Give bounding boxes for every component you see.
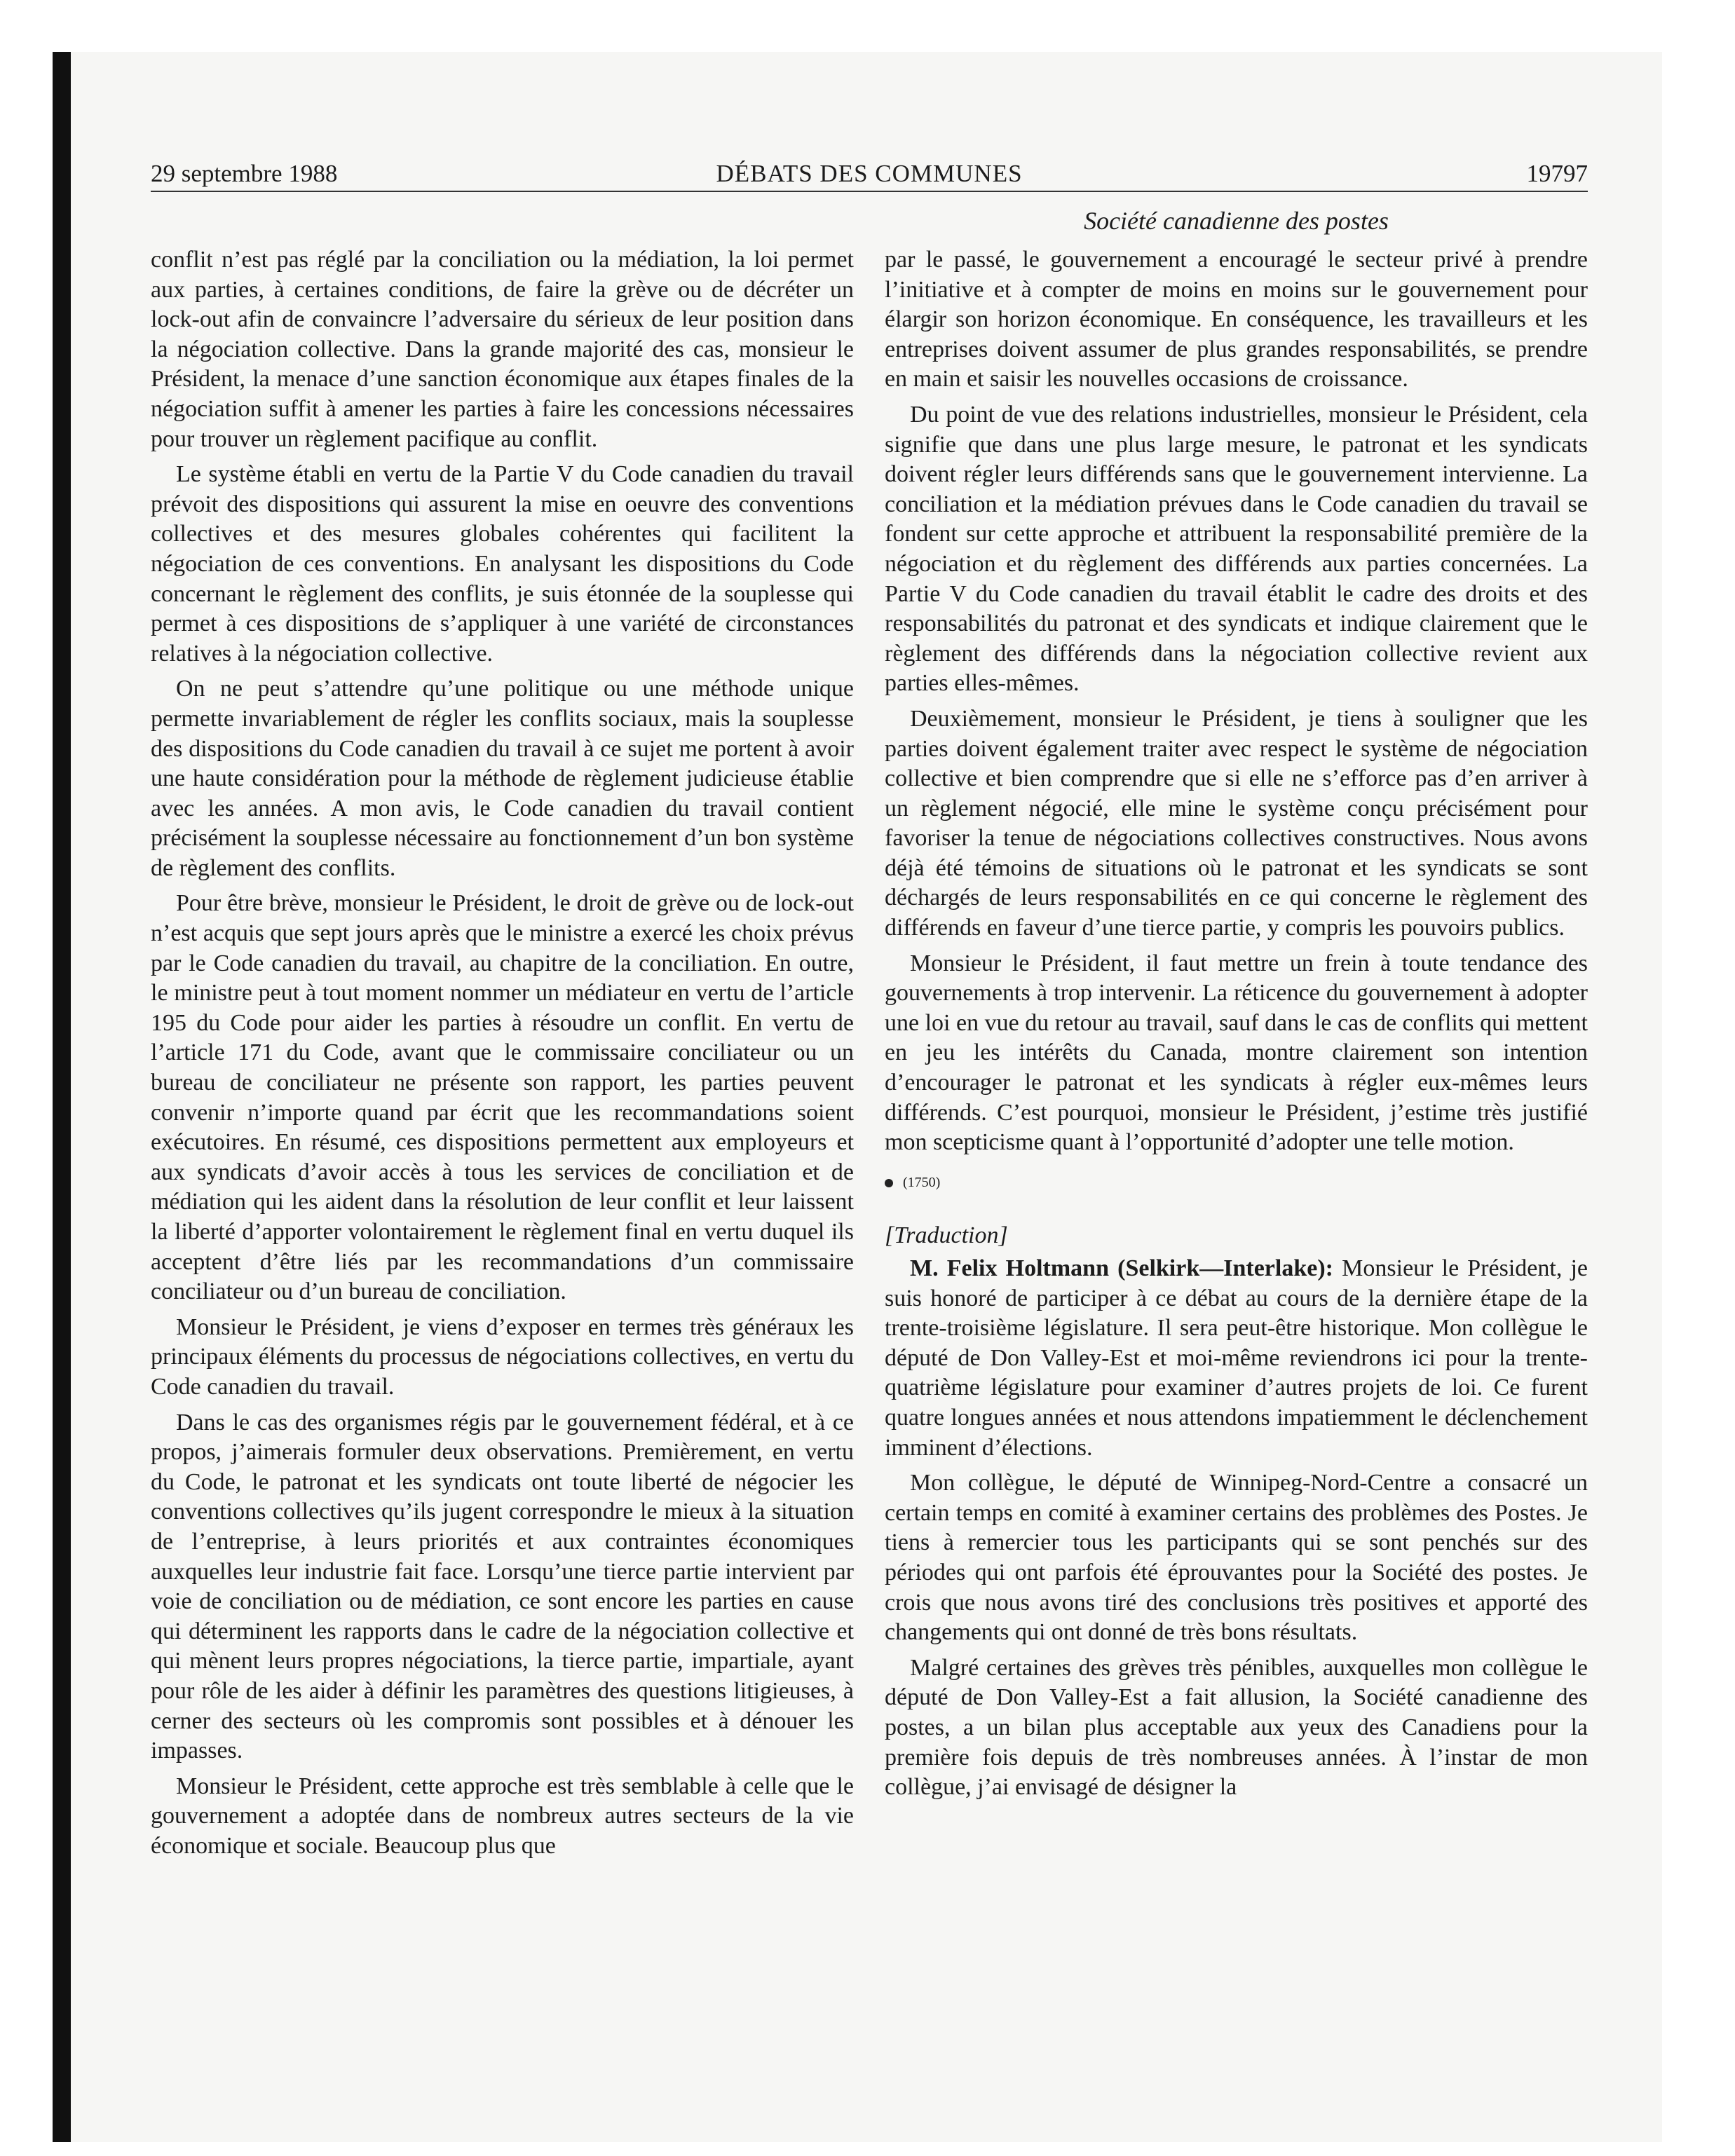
- paragraph: Monsieur le Président, il faut mettre un frein à toute tendance des gouvernements à trop intervenir. La réticence du gouvernement à adopter une loi en vue du retour au travail, sauf dans le cas de conflits qui mettent en jeu les intérêts du Canada, montre clairement son intention d’encourager le patronat et les syndicats à régler eux-mêmes leurs différends. C’est pourquoi, monsieur le Président, j’estime très justifié mon scepticisme quant à l’opportunité d’adopter une telle motion.: [885, 950, 1588, 1156]
- paragraph: conflit n’est pas réglé par la conciliation ou la médiation, la loi permet aux parties, à certaines conditions, de faire la grève ou de décréter un lock-out afin de convaincre l’adversaire du sérieux de leur position dans la négociation collective. Dans la grande majorité des cas, monsieur le Président, la menace d’une sanction économique aux étapes finales de la négociation suffit à amener les parties à faire les concessions nécessaires pour trouver un règlement pacifique au conflit.: [151, 247, 854, 452]
- header-title: DÉBATS DES COMMUNES: [716, 160, 1023, 187]
- page-number: 19797: [1526, 160, 1588, 187]
- left-column: [151, 245, 854, 1867]
- running-header: [151, 156, 1588, 192]
- paragraph: Monsieur le Président, je viens d’exposer en termes très généraux les principaux éléments du processus de négociations collectives, en vertu du Code canadien du travail.: [151, 1314, 854, 1400]
- paragraph: Le système établi en vertu de la Partie V du Code canadien du travail prévoit des dispositions qui assurent la mise en oeuvre des conventions collectives et des mesures globales cohérentes qui facilitent la négociation de ces conventions. En analysant les dispositions du Code concernant le règlement des conflits, je suis étonnée de la souplesse qui permet à ces dispositions de s’appliquer à une variété de circonstances relatives à la négociation collective.: [151, 461, 854, 667]
- header-date: 29 septembre 1988: [151, 160, 338, 187]
- section-subject: Société canadienne des postes: [1084, 207, 1389, 235]
- paragraph: Malgré certaines des grèves très pénibles, auxquelles mon collègue le député de Don Valley-Est a fait allusion, la Société canadienne des postes, a un bilan plus acceptable aux yeux des Canadiens pour la première fois depuis de très nombreuses années. À l’instar de mon collègue, j’ai envisagé de désigner la: [885, 1654, 1588, 1801]
- time-marker: [885, 1168, 1588, 1198]
- speech-paragraph: [885, 1254, 1588, 1463]
- paragraph: Du point de vue des relations industrielles, monsieur le Président, cela signifie que dans une plus large mesure, le patronat et les syndicats doivent régler leurs différends sans que le gouvernement intervienne. La conciliation et la médiation prévues dans le Code canadien du travail se fondent sur cette approche et attribuent la responsabilité première de la négociation et du règlement des différends aux parties concernées. La Partie V du Code canadien du travail établit le cadre des droits et des responsabilités du patronat et des syndicats et indique clairement que le règlement des différends dans la négociation collective revient aux parties elles-mêmes.: [885, 401, 1588, 697]
- scan-margin: [0, 0, 53, 2156]
- translation-note: [Traduction]: [885, 1222, 1008, 1249]
- time-marker-text: (1750): [903, 1174, 941, 1190]
- paragraph: Dans le cas des organismes régis par le gouvernement fédéral, et à ce propos, j’aimerais formuler deux observations. Premièrement, en vertu du Code, le patronat et les syndicats ont toute liberté de négocier les conventions collectives qu’ils jugent correspondre le mieux à la situation de l’entreprise, à leurs priorités et aux contraintes économiques auxquelles leur industrie fait face. Lorsqu’une tierce partie intervient par voie de conciliation ou de médiation, ce sont encore les parties en cause qui déterminent les rapports dans le cadre de la négociation collective et qui mènent leurs propres négociations, la tierce partie, impartiale, ayant pour rôle de les aider à définir les paramètres des questions litigieuses, à cerner des secteurs où les compromis sont possibles et à dénouer les impasses.: [151, 1409, 854, 1764]
- speaker-name: M. Felix Holtmann (Selkirk—Interlake):: [910, 1255, 1333, 1281]
- paragraph: Mon collègue, le député de Winnipeg-Nord-Centre a consacré un certain temps en comité à examiner certains des problèmes des Postes. Je tiens à remercier tous les participants qui se sont penchés sur des périodes qui ont parfois été éprouvantes pour la Société des postes. Je crois que nous avons tiré des conclusions très positives et apporté des changements qui ont donné de très bons résultats.: [885, 1470, 1588, 1646]
- scan-binding-edge: [53, 52, 71, 2142]
- bullet-icon: [885, 1179, 893, 1187]
- paragraph: par le passé, le gouvernement a encouragé le secteur privé à prendre l’initiative et à compter de moins en moins sur le gouvernement pour élargir son horizon économique. En conséquence, les travailleurs et les entreprises doivent assumer de plus grandes responsabilités, se prendre en main et saisir les nouvelles occasions de croissance.: [885, 247, 1588, 393]
- paragraph: Pour être brève, monsieur le Président, le droit de grève ou de lock-out n’est acquis que sept jours après que le ministre a exercé les choix prévus par le Code canadien du travail, au chapitre de la conciliation. En outre, le ministre peut à tout moment nommer un médiateur en vertu de l’article 195 du Code pour aider les parties à résoudre un conflit. En vertu de l’article 171 du Code, avant que le commissaire conciliateur ou un bureau de conciliateur ne présente son rapport, les parties peuvent convenir n’importe quand par écrit que les recommandations soient exécutoires. En résumé, ces dispositions permettent aux employeurs et aux syndicats d’avoir accès à tous les services de conciliation et de médiation qui les aident dans la résolution de leur conflit et leur laissent la liberté d’apporter volontairement le règlement final en vertu duquel ils acceptent d’être liés par les recommandations d’un commissaire conciliateur ou d’un bureau de conciliation.: [151, 890, 854, 1305]
- paragraph: On ne peut s’attendre qu’une politique ou une méthode unique permette invariablement de régler les conflits sociaux, mais la souplesse des dispositions du Code canadien du travail à ce sujet me portent à avoir une haute considération pour la méthode de règlement judicieuse établie avec les années. A mon avis, le Code canadien du travail contient précisément la souplesse nécessaire au fonctionnement d’un bon système de règlement des conflits.: [151, 676, 854, 881]
- right-column: [885, 245, 1588, 1808]
- paragraph: Deuxièmement, monsieur le Président, je tiens à souligner que les parties doivent également traiter avec respect le système de négociation collective et bien comprendre que si elle ne s’efforce pas d’en arriver à un règlement négocié, elle mine le système conçu précisément pour favoriser la tenue de négociations collectives constructives. Nous avons déjà été témoins de situations où le patronat et les syndicats se sont déchargés de leurs responsabilités en ce qui concerne le règlement des différends en faveur d’une tierce partie, y compris les pouvoirs publics.: [885, 705, 1588, 941]
- paragraph: Monsieur le Président, cette approche est très semblable à celle que le gouvernement a adoptée dans de nombreux autres secteurs de la vie économique et sociale. Beaucoup plus que: [151, 1773, 854, 1859]
- speech-text: Monsieur le Président, je suis honoré de participer à ce débat au cours de la dernière étape de la trente-troisième législature. Il sera peut-être historique. Mon collègue le député de Don Valley-Est et moi-même reviendrons ici pour la trente-quatrième législature pour examiner d’autres projets de loi. Ce furent quatre longues années et nous attendons impatiemment le déclenchement imminent d’élections.: [885, 1255, 1588, 1461]
